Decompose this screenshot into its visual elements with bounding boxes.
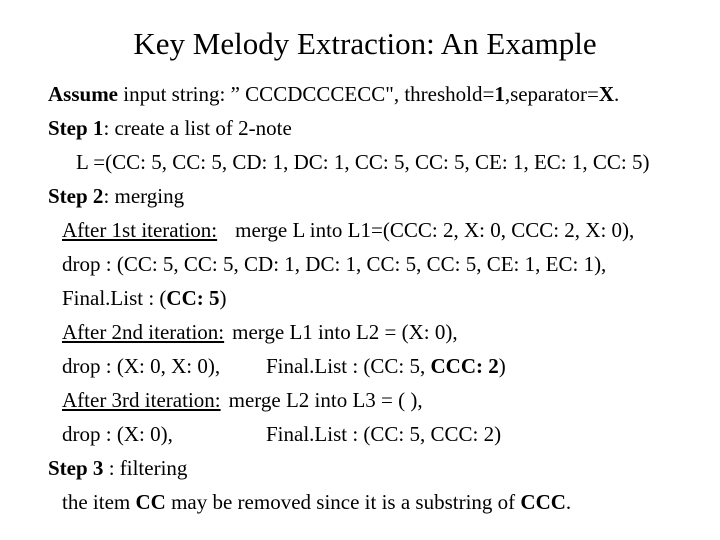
iteration2-final-suffix: ) xyxy=(498,354,506,378)
assume-line xyxy=(48,80,619,108)
iteration1-merge: merge L into L1=(CCC: 2, X: 0, CCC: 2, X: 0), xyxy=(235,218,635,242)
iteration3-heading: After 3rd iteration: xyxy=(62,388,221,412)
assume-text-c: ,separator= xyxy=(504,82,599,106)
iteration3-final: Final.List : (CC: 5, CCC: 2) xyxy=(266,422,502,446)
step2-line xyxy=(48,182,184,210)
step2-text: : merging xyxy=(103,184,185,208)
step3-sentence-b: may be removed since it is a substring of xyxy=(165,490,521,514)
step3-sentence xyxy=(62,488,571,516)
assume-text-d: . xyxy=(614,82,620,106)
assume-label: Assume xyxy=(48,82,119,106)
step1-line xyxy=(48,114,292,142)
removed-item: CC xyxy=(135,490,166,514)
step3-sentence-a: the item xyxy=(62,490,136,514)
step3-text: : filtering xyxy=(103,456,188,480)
separator-value: X xyxy=(598,82,615,106)
iteration2-final-prefix: Final.List : (CC: 5, xyxy=(266,354,431,378)
step3-sentence-c: . xyxy=(565,490,572,514)
iteration2-merge: merge L1 into L2 = (X: 0), xyxy=(232,320,458,344)
step1-label: Step 1 xyxy=(48,116,104,140)
iteration2-final-line xyxy=(266,352,506,380)
iteration1-final-suffix: ) xyxy=(219,286,227,310)
step2-label: Step 2 xyxy=(48,184,104,208)
note-list: L =(CC: 5, CC: 5, CD: 1, DC: 1, CC: 5, CC: 5, CE: 1, EC: 1, CC: 5) xyxy=(76,150,650,174)
slide-title: Key Melody Extraction: An Example xyxy=(133,26,597,61)
step3-label: Step 3 xyxy=(48,456,104,480)
iteration1-final-bold: CC: 5 xyxy=(166,286,220,310)
iteration2-final-bold: CCC: 2 xyxy=(430,354,499,378)
iteration3-merge-line xyxy=(62,386,423,414)
container-item: CCC xyxy=(520,490,566,514)
iteration1-final-line xyxy=(62,284,227,312)
assume-text-b: , threshold= xyxy=(393,82,495,106)
iteration2-merge-line xyxy=(62,318,458,346)
iteration1-drop: drop : (CC: 5, CC: 5, CD: 1, DC: 1, CC: 5, CC: 5, CE: 1, EC: 1), xyxy=(62,252,607,276)
iteration2-drop: drop : (X: 0, X: 0), xyxy=(62,354,221,378)
iteration1-merge-line xyxy=(62,216,634,244)
iteration2-heading: After 2nd iteration: xyxy=(62,320,225,344)
threshold-value: 1 xyxy=(494,82,505,106)
step1-text: : create a list of 2-note xyxy=(103,116,292,140)
iteration1-heading: After 1st iteration: xyxy=(62,218,218,242)
step3-line xyxy=(48,454,187,482)
iteration1-final-prefix: Final.List : ( xyxy=(62,286,167,310)
iteration3-drop: drop : (X: 0), xyxy=(62,422,173,446)
input-string: ” CCCDCCCECC" xyxy=(230,82,394,106)
assume-text-a: input string: xyxy=(118,82,231,106)
iteration3-merge: merge L2 into L3 = ( ), xyxy=(228,388,423,412)
